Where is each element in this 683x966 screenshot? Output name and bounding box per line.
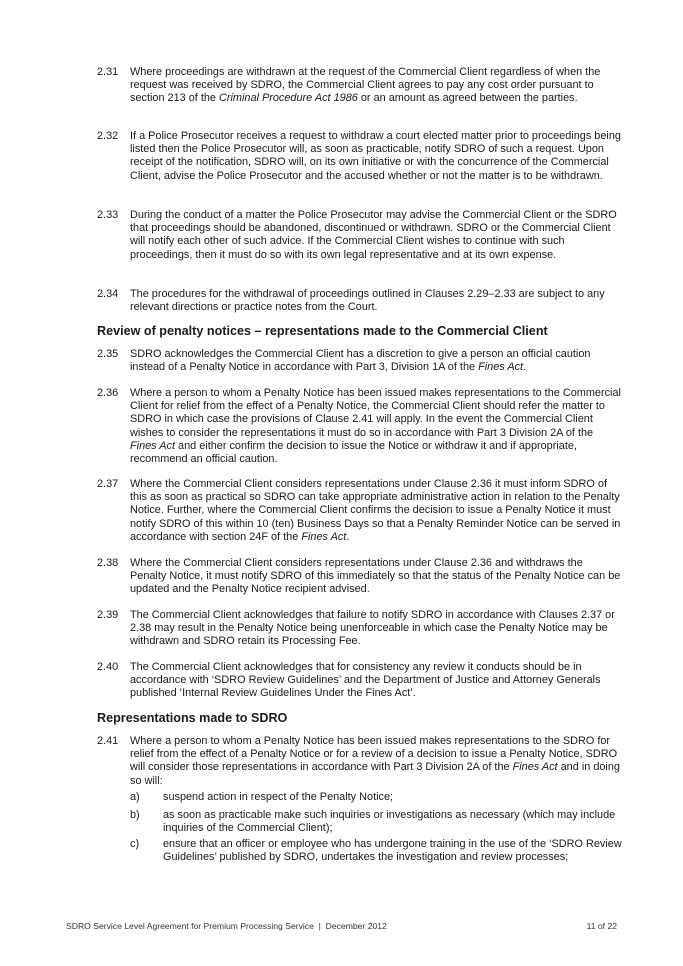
clause-text: The Commercial Client acknowledges that failure to notify SDRO in accordance with Clauses 2.37 or 2.38 may result in the Penalty Notice being unenforceable in which case the Penalty Notice may be withdrawn and SDRO retain its Processing Fee. [130,609,615,648]
clause-text: SDRO acknowledges the Commercial Client has a discretion to give a person an official caution instead of a Penalty Notice in accordance with Part 3, Division 1A of the Fines Act. [130,348,591,374]
list-item-label: b) [130,809,140,821]
act-title: Fines Act [478,361,524,374]
list-item [130,809,622,835]
clause-number: 2.40 [97,661,119,673]
clause-number: 2.37 [97,478,119,490]
clause-2-40 [97,661,622,701]
clause-text: Where a person to whom a Penalty Notice has been issued makes representations to the SDRO for relief from the effect of a Penalty Notice or for a review of a decision to issue a Penalty Notice, SDRO will consider those representations in accordance with Part 3 Division 2A of the Fines Act and in doing so will: [130,735,620,787]
clause-text: The Commercial Client acknowledges that for consistency any review it conducts should be in accordance with ‘SDRO Review Guidelines’ and the Department of Justice and Attorney Generals published ‘Internal Review Guidelines Under the Fines Act’. [130,661,601,700]
clause-text: The procedures for the withdrawal of proceedings outlined in Clauses 2.29–2.33 are subject to any relevant directions or practice notes from the Court. [130,288,605,314]
footer-page-number: 11 of 22 [586,921,617,931]
clause-number: 2.33 [97,209,119,221]
section-heading-sdro: Representations made to SDRO [97,711,288,725]
act-title: Fines Act [130,439,175,452]
clause-number: 2.35 [97,348,119,360]
list-item-text: ensure that an officer or employee who has undergone training in the use of the ‘SDRO Review Guidelines’ published by SDRO, undertakes the investigation and review processes; [163,838,622,864]
clause-2-39 [97,609,622,649]
clause-number: 2.32 [97,130,119,142]
clause-2-38 [97,557,622,597]
list-item-label: a) [130,791,140,803]
clause-2-32 [97,130,622,183]
list-item-text: suspend action in respect of the Penalty Notice; [163,791,394,803]
clause-text: During the conduct of a matter the Police Prosecutor may advise the Commercial Client or the SDRO that proceedings should be abandoned, discontinued or withdrawn. SDRO or the Commercial Client will notify each other of such advice. If the Commercial Client wishes to continue with such proceedings, then it must do so with its own legal representative and at its own expense. [130,209,617,261]
clause-text: If a Police Prosecutor receives a request to withdraw a court elected matter prior to proceedings being listed then the Police Prosecutor will, as soon as practicable, notify SDRO of such a request. Upon receipt of the notification, SDRO will, on its own initiative or with the concurrence of the Commercial Client, advise the Police Prosecutor and the accused whether or not the matter is to be withdrawn. [130,130,621,182]
clause-2-35 [97,348,622,374]
list-item [130,791,622,804]
clause-number: 2.34 [97,288,119,300]
list-item [130,838,622,864]
clause-2-31 [97,66,622,106]
section-heading-review: Review of penalty notices – representations made to the Commercial Client [97,324,548,338]
list-item-label: c) [130,838,140,850]
act-title: Fines Act [512,761,558,774]
clause-2-36 [97,387,622,466]
act-title: Fines Act [301,530,347,543]
clause-2-41 [97,735,622,788]
clause-2-34 [97,288,622,314]
clause-number: 2.41 [97,735,119,747]
clause-number: 2.38 [97,557,119,569]
clause-text: Where the Commercial Client considers representations under Clause 2.36 it must inform SDRO of this as soon as practical so SDRO can take appropriate administrative action in relation to the Penalty Notice. Further, where the Commercial Client confirms the decision to issue a Penalty Notice it must notify SDRO of this within 10 (ten) Business Days so that a Penalty Reminder Notice can be served in accordance with section 24F of the Fines Act. [130,478,621,543]
clause-number: 2.39 [97,609,119,621]
clause-number: 2.31 [97,66,119,78]
list-item-text: as soon as practicable make such inquiries or investigations as necessary (which may include inquiries of the Commercial Client); [163,809,616,835]
clause-2-33 [97,209,622,262]
clause-text: Where proceedings are withdrawn at the request of the Commercial Client regardless of when the request was received by SDRO, the Commercial Client agrees to pay any cost order pursuant to section 213 of the Criminal Procedure Act 1986 or an amount as agreed between the parties. [130,66,601,105]
clause-number: 2.36 [97,387,119,399]
act-title: Criminal Procedure Act 1986 [219,92,358,105]
clause-2-37 [97,478,622,544]
footer-document-title: SDRO Service Level Agreement for Premium Processing Service | December 2012 [66,921,387,931]
clause-text: Where the Commercial Client considers representations under Clause 2.36 and withdraws the Penalty Notice, it must notify SDRO of this immediately so that the status of the Penalty Notice can be updated and the Penalty Notice recipient advised. [130,557,621,596]
clause-text: Where a person to whom a Penalty Notice has been issued makes representations to the Commercial Client for relief from the effect of a Penalty Notice, the Commercial Client should refer the matter to SDRO in which case the provisions of Clause 2.41 will apply. In the event the Commercial Client wishes to consider the representations it must do so in accordance with Part 3 Division 2A of the Fines Act and either confirm the decision to issue the Notice or withdraw it and if appropriate, recommend an official caution. [130,387,621,466]
